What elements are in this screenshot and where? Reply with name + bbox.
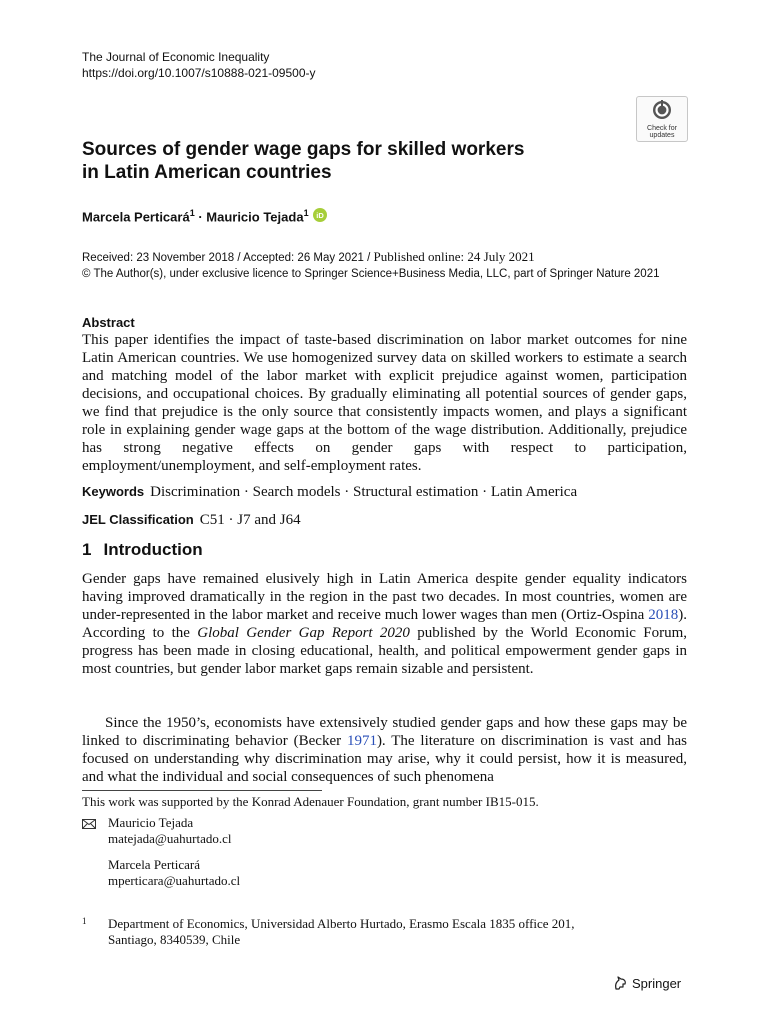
svg-text:iD: iD — [315, 211, 324, 221]
keywords-line — [82, 484, 577, 501]
affiliation-line-1: Department of Economics, Universidad Alberto Hurtado, Erasmo Escala 1835 office 201, — [108, 916, 575, 931]
abstract-heading: Abstract — [82, 315, 135, 330]
check-for-updates-line2: updates — [649, 132, 675, 139]
publisher-logo — [612, 975, 681, 991]
abstract-text: This paper identifies the impact of taste-based discrimination on labor market outcomes for nine Latin American countries. We use homogenized survey data on skilled workers to estimate a search and matching model of the labor market with explicit prejudice against women, participation decisions, and occupational choices. By gradually eliminating all potential sources of gender gaps, we find that prejudice is the only source that consistently impacts women, and plays a significant role in explaining gender wage gaps at the bottom of the wage distribution. Additionally, prejudice has strong negative effects on gender gaps with respect to participation, employment/unemployment, and self-employment rates. — [82, 332, 687, 474]
jel-text: C51 · J7 and J64 — [199, 512, 301, 528]
orcid-icon[interactable] — [313, 208, 327, 222]
jel-label: JEL Classification — [82, 512, 194, 527]
check-for-updates-badge[interactable] — [636, 96, 688, 142]
author-list — [82, 208, 327, 224]
springer-horse-icon — [612, 975, 628, 991]
section-title: Introduction — [103, 540, 203, 559]
publisher-name: Springer — [632, 976, 682, 991]
doi-link[interactable]: https://doi.org/10.1007/s10888-021-09500-y — [82, 66, 316, 80]
author-2-name[interactable]: Mauricio Tejada — [206, 209, 304, 225]
check-for-updates-line1: Check for — [647, 125, 677, 132]
keywords-label: Keywords — [82, 484, 145, 499]
contact-1-email[interactable]: matejada@uahurtado.cl — [108, 831, 232, 846]
intro-p2-text-a: Since the 1950’s, economists have extensively studied gender gaps and how these gaps may be linked to discriminating behavior (Becker — [82, 715, 687, 749]
section-heading — [82, 540, 203, 560]
title-line-2: in Latin American countries — [82, 162, 332, 183]
copyright-notice: © The Author(s), under exclusive licence to Springer Science+Business Media, LLC, part of Springer Nature 2021 — [82, 268, 660, 280]
author-1-name[interactable]: Marcela Perticará — [82, 209, 190, 225]
journal-header — [82, 49, 316, 81]
paper-title — [82, 138, 622, 184]
report-title: Global Gender Gap Report 2020 — [197, 625, 410, 641]
citation-link-1971[interactable]: 1971 — [346, 733, 377, 749]
contact-2-name: Marcela Perticará — [108, 857, 201, 872]
intro-p1-text-b: ). According to the — [82, 607, 687, 641]
intro-p2-text-b: ). The literature on discrimination is vast and has focused on understanding why discrimination may arise, why it could persist, how it is measured, and what the individual and social consequences of such phenomena — [82, 733, 688, 785]
funding-note: This work was supported by the Konrad Adenauer Foundation, grant number IB15-015. — [82, 794, 539, 809]
author-2-affiliation: 1 — [303, 208, 309, 218]
title-line-1: Sources of gender wage gaps for skilled workers — [82, 139, 525, 160]
author-1-affiliation: 1 — [189, 208, 195, 218]
contact-2-email[interactable]: mperticara@uahurtado.cl — [108, 873, 241, 888]
intro-paragraph-2 — [82, 714, 687, 786]
intro-p1-text-c: published by the World Economic Forum, progress has been made in closing educational, health, and political empowerment gender gaps in most countries, but gender labor market gaps remain sizable and persistent. — [82, 625, 687, 677]
affiliation-number: 1 — [82, 916, 87, 926]
received-accepted-dates: Received: 23 November 2018 / Accepted: 26 May 2021 / — [82, 252, 374, 264]
contact-1-name: Mauricio Tejada — [108, 815, 194, 830]
check-for-updates-icon — [652, 100, 672, 120]
published-online-date: Published online: 24 July 2021 — [373, 249, 535, 264]
citation-link-2018[interactable]: 2018 — [648, 607, 679, 623]
affiliation-line-2: Santiago, 8340539, Chile — [108, 932, 241, 947]
intro-paragraph-1 — [82, 570, 687, 678]
intro-p1-text-a: Gender gaps have remained elusively high in Latin America despite gender equality indicators having improved dramatically in the region in the past two decades. In most countries, women are under-represented in the labor market and receive much lower wages than men (Ortiz-Ospina — [82, 571, 687, 623]
envelope-icon — [82, 819, 96, 829]
jel-line — [82, 512, 301, 529]
keywords-text: Discrimination · Search models · Structural estimation · Latin America — [150, 484, 578, 500]
publication-dates — [82, 249, 660, 282]
footnote-divider — [82, 790, 322, 791]
section-number: 1 — [82, 540, 92, 559]
journal-name: The Journal of Economic Inequality — [82, 50, 270, 64]
author-separator: · — [194, 209, 207, 225]
